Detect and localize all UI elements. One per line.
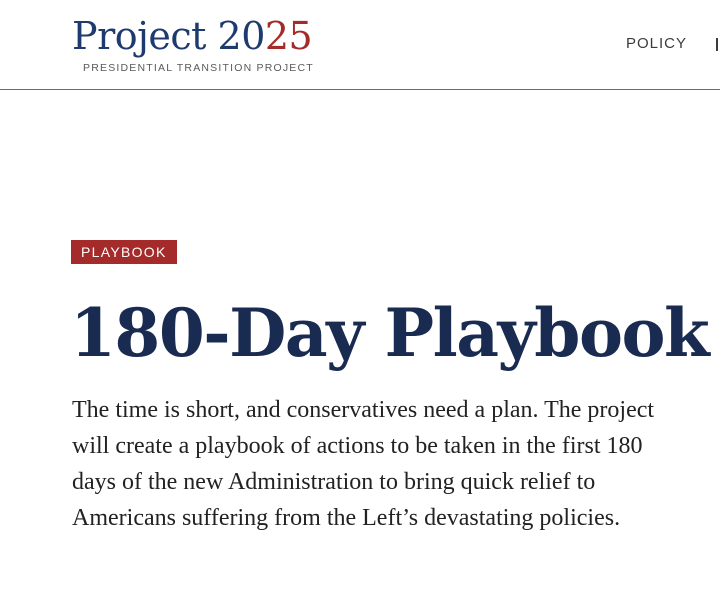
nav-item-next[interactable] (716, 38, 718, 51)
logo-title (72, 12, 312, 60)
page-description: The time is short, and conservatives need a plan. The project will create a playbook of actions to be taken in the first 180 days of the new Administration to bring quick relief to Americans suffering from the Left’s devastating policies. (72, 397, 655, 531)
site-header (0, 0, 720, 90)
logo-title-main: Project 20 (72, 14, 265, 58)
category-badge: PLAYBOOK (71, 240, 177, 264)
logo-title-accent: 25 (264, 14, 313, 58)
page-title: 180-Day Playbook (70, 294, 709, 372)
nav-item-policy[interactable]: POLICY (626, 35, 688, 52)
logo-subtitle: PRESIDENTIAL TRANSITION PROJECT (83, 62, 314, 74)
site-logo[interactable] (72, 12, 314, 74)
